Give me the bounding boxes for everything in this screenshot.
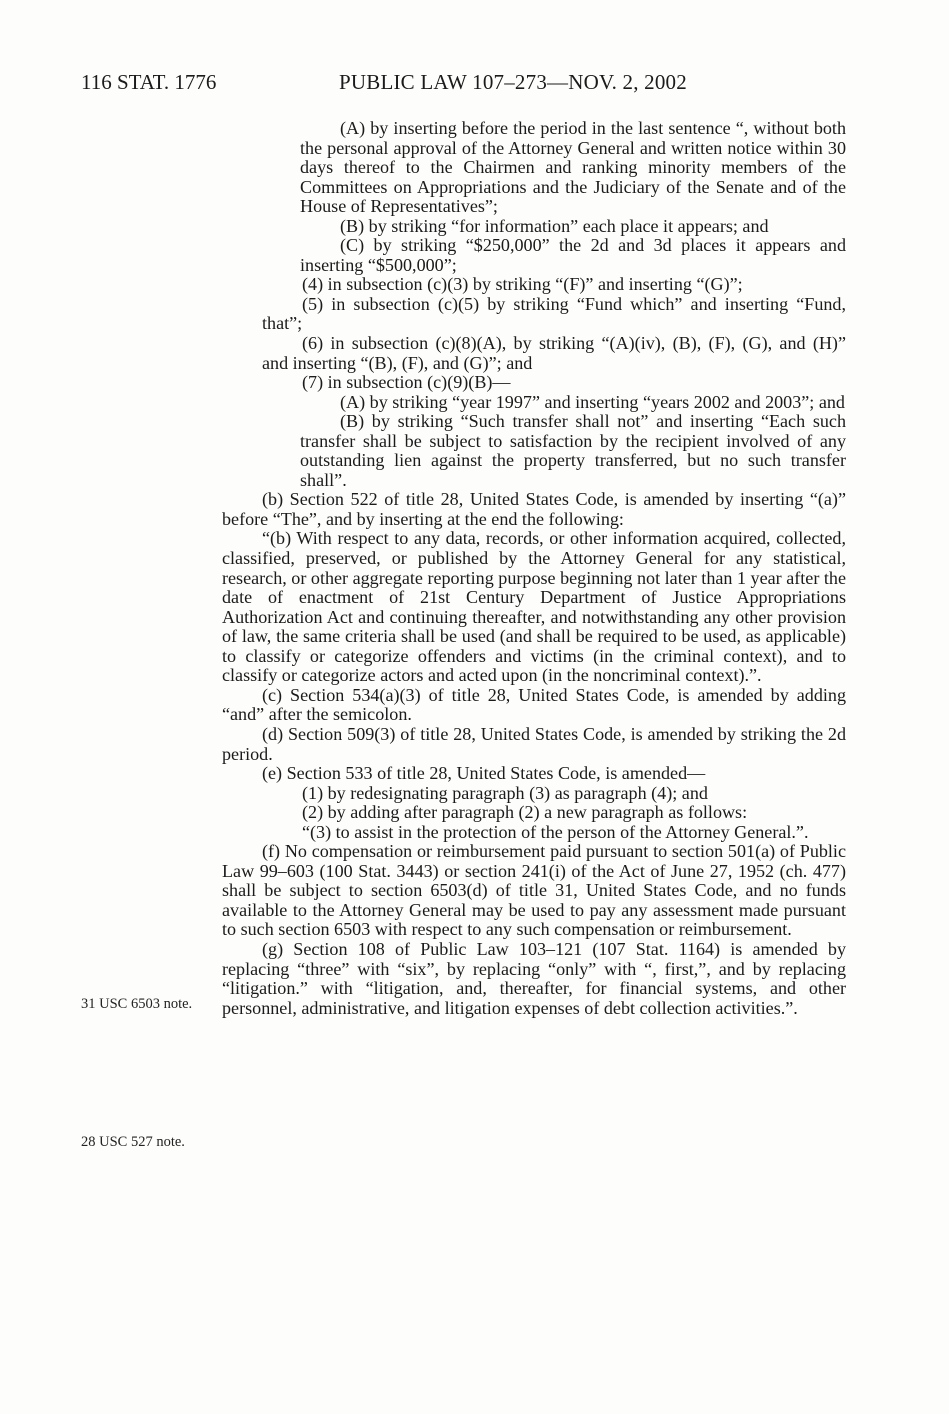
page-header [81,70,949,96]
paragraph-6: (6) in subsection (c)(8)(A), by striking “(A)(iv), (B), (F), (G), and (H)” and inserting “(B), (F), and (G)”; and [262,333,846,373]
running-head-title: PUBLIC LAW 107–273—NOV. 2, 2002 [339,70,687,94]
clause-3C: (C) by striking “$250,000” the 2d and 3d places it appears and inserting “$500,000”; [300,235,846,275]
clause-7A: (A) by striking “year 1997” and inserting “years 2002 and 2003”; and [340,391,845,412]
paragraph-7: (7) in subsection (c)(9)(B)— [302,372,511,393]
subsection-e-2: (2) by adding after paragraph (2) a new paragraph as follows: [302,802,748,823]
subsection-g: (g) Section 108 of Public Law 103–121 (107 Stat. 1164) is amended by replacing “three” with “six”, by replacing “only” with “, first,”, and by replacing “litigation.” with “litigation, and, thereafter, for financial systems, and other personnel, administrative, and litigation expenses of debt collection activities.”. [222,938,846,1018]
subsection-e-1: (1) by redesignating paragraph (3) as paragraph (4); and [302,782,708,803]
inserted-paragraph-3: “(3) to assist in the protection of the person of the Attorney General.”. [302,821,809,842]
subsection-b: (b) Section 522 of title 28, United States Code, is amended by inserting “(a)” before “The”, and by inserting at the end the following: [222,489,846,529]
statute-body [222,119,846,1018]
margin-note-usc-527: 28 USC 527 note. [81,1134,185,1150]
inserted-subsection-b: “(b) With respect to any data, records, or other information acquired, collected, classified, preserved, or published by the Attorney General for any statistical, research, or other aggregate reporting purpose beginning not later than 1 year after the date of enactment of 21st Century Department of Justice Appropriations Authorization Act and continuing thereafter, and notwithstanding any other provision of law, the same criteria shall be used (and shall be required to be used, as applicable) to classify or categorize offenders and victims (in the criminal context), and to classify or categorize actors and acted upon (in the noncriminal context).”. [222,528,846,686]
subsection-f: (f) No compensation or reimbursement paid pursuant to section 501(a) of Public Law 99–603 (100 Stat. 3443) or section 241(i) of the Act of June 27, 1952 (ch. 477) shall be subject to section 6503(d) of title 31, United States Code, and no funds available to the Attorney General may be used to pay any assessment made pursuant to such section 6503 with respect to any such compensation or reimbursement. [222,841,846,940]
clause-3B: (B) by striking “for information” each place it appears; and [340,215,769,236]
paragraph-5: (5) in subsection (c)(5) by striking “Fund which” and inserting “Fund, that”; [262,293,846,334]
clause-3A: (A) by inserting before the period in the last sentence “, without both the personal approval of the Attorney General and written notice within 30 days thereof to the Chairmen and ranking minority members of the Committees on Appropriations and the Judiciary of the Senate and of the House of Representatives”; [300,118,846,217]
clause-7B: (B) by striking “Such transfer shall not” and inserting “Each such transfer shall be subject to satisfaction by the recipient involved of any outstanding lien against the property transferred, but no such transfer shall”. [300,411,846,490]
subsection-e: (e) Section 533 of title 28, United States Code, is amended— [262,763,706,784]
stat-page-number: 116 STAT. 1776 [81,70,217,94]
subsection-d: (d) Section 509(3) of title 28, United States Code, is amended by striking the 2d period. [222,723,846,764]
subsection-c: (c) Section 534(a)(3) of title 28, United States Code, is amended by adding “and” after the semicolon. [222,684,846,725]
paragraph-4: (4) in subsection (c)(3) by striking “(F)” and inserting “(G)”; [302,274,743,295]
margin-note-usc-6503: 31 USC 6503 note. [81,996,193,1012]
